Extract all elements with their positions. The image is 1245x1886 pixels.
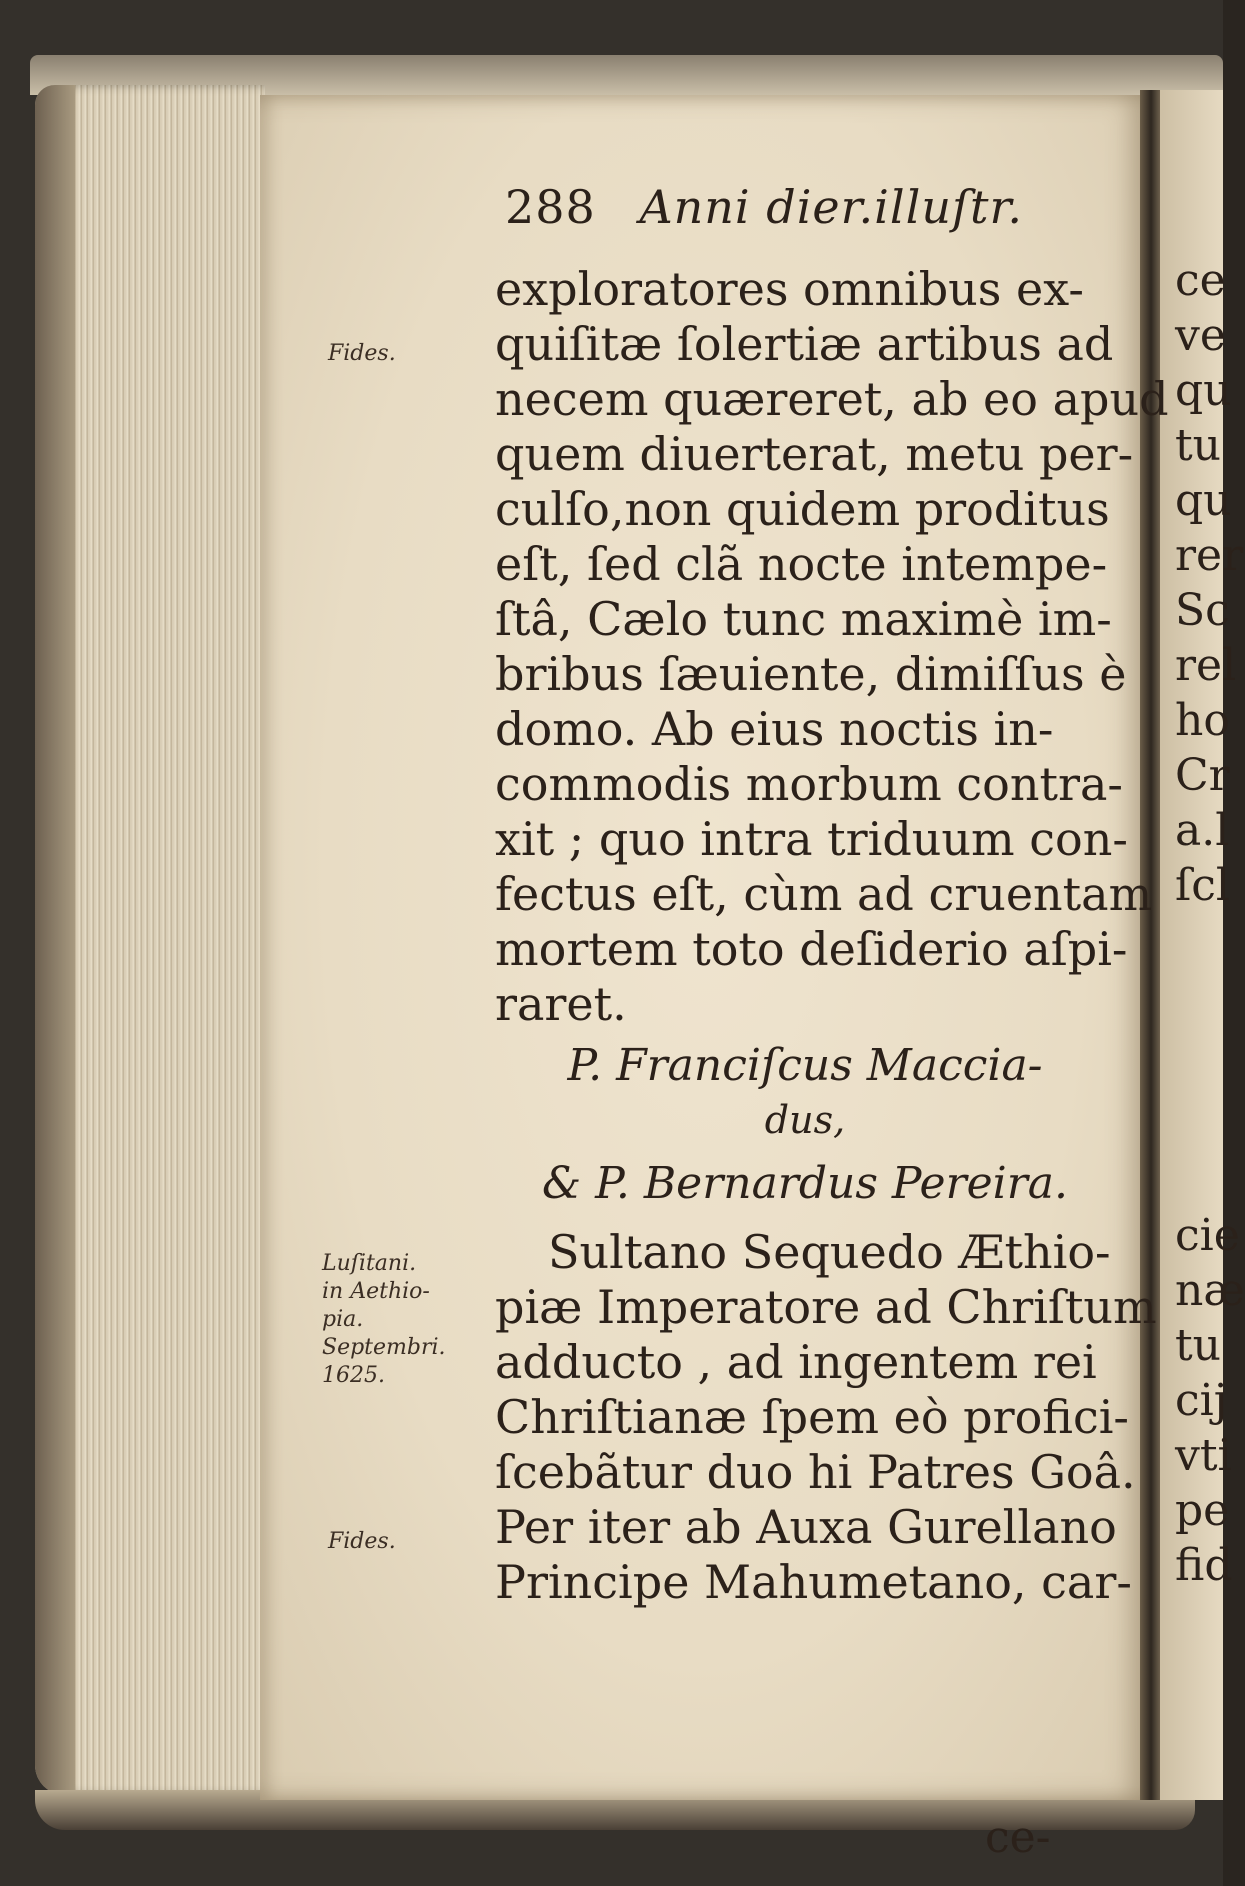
facing-page-fragment: cie <box>1175 1210 1240 1261</box>
facing-page-fragment: fid <box>1175 1540 1233 1591</box>
facing-page-fragment: ce <box>1175 255 1226 306</box>
binding-shadow <box>35 85 75 1795</box>
book-gutter <box>1140 90 1162 1800</box>
text-line: eſt, ſed clã nocte intempe- <box>495 537 1108 591</box>
text-line: ſcebãtur duo hi Patres Goâ. <box>495 1445 1136 1499</box>
text-line: quiſitæ ſolertiæ artibus ad <box>495 317 1114 371</box>
text-line: Per iter ab Auxa Gurellano <box>495 1500 1117 1554</box>
facing-page-fragment: næ <box>1175 1265 1245 1316</box>
text-line: xit ; quo intra triduum con- <box>495 812 1128 866</box>
margin-note-lusitani: Septembri. <box>322 1335 446 1360</box>
facing-page-fragment: tu <box>1175 420 1222 471</box>
text-line: Chriſtianæ ſpem eò profici- <box>495 1390 1129 1444</box>
text-line: mortem toto deſiderio aſpi- <box>495 922 1128 976</box>
text-line: culſo,non quidem proditus <box>495 482 1110 536</box>
text-line: necem quæreret, ab eo apud <box>495 372 1169 426</box>
margin-note-lusitani: Luſitani. <box>322 1251 417 1276</box>
facing-page-fragment: rel <box>1175 640 1237 691</box>
facing-page-fragment: a.l <box>1175 805 1230 856</box>
facing-page-fragment: qu <box>1175 475 1232 526</box>
text-line: ſtâ, Cælo tunc maximè im- <box>495 592 1112 646</box>
facing-page-fragment: cij <box>1175 1375 1228 1426</box>
text-line: Principe Mahumetano, car- <box>495 1555 1132 1609</box>
margin-note-lusitani: pia. <box>322 1307 364 1332</box>
margin-note-fides: Fides. <box>328 1529 396 1554</box>
facing-page-fragment: Cr <box>1175 750 1230 801</box>
margin-note-lusitani: 1625. <box>322 1363 385 1388</box>
text-line: domo. Ab eius noctis in- <box>495 702 1054 756</box>
facing-page-fragment: ve <box>1175 310 1226 361</box>
text-line: Sultano Sequedo Æthio- <box>548 1225 1111 1279</box>
margin-note-fides: Fides. <box>328 341 396 366</box>
text-line: fectus eſt, cùm ad cruentam <box>495 867 1153 921</box>
catchword: ce- <box>985 1812 1051 1863</box>
facing-page-fragment: rer <box>1175 530 1244 581</box>
text-line: quem diuerterat, metu per- <box>495 427 1134 481</box>
text-line: adducto , ad ingentem rei <box>495 1335 1097 1389</box>
facing-page-fragment: ſcl <box>1175 860 1230 911</box>
text-line: piæ Imperatore ad Chriſtum <box>495 1280 1157 1334</box>
text-line: raret. <box>495 977 627 1031</box>
facing-page-fragment: pe <box>1175 1485 1230 1536</box>
page-number: 288 <box>505 180 596 234</box>
facing-page-fragment: tu <box>1175 1320 1222 1371</box>
facing-page-fragment: vti <box>1175 1430 1232 1481</box>
facing-page-fragment: ho <box>1175 695 1230 746</box>
text-line: exploratores omnibus ex- <box>495 262 1084 316</box>
facing-page-fragment: Sc <box>1175 585 1230 636</box>
heading-line-2: dus, <box>764 1098 846 1142</box>
text-line: bribus ſæuiente, dimiſſus è <box>495 647 1127 701</box>
facing-page-fragment: qu <box>1175 365 1232 416</box>
text-line: commodis morbum contra- <box>495 757 1123 811</box>
heading-line-1: P. Franciſcus Maccia- <box>567 1040 1043 1091</box>
page-header <box>505 180 1023 234</box>
heading-line-3: & P. Bernardus Pereira. <box>542 1158 1068 1209</box>
margin-note-lusitani: in Aethio- <box>322 1279 430 1304</box>
running-head: Anni dier.illuſtr. <box>639 180 1024 234</box>
